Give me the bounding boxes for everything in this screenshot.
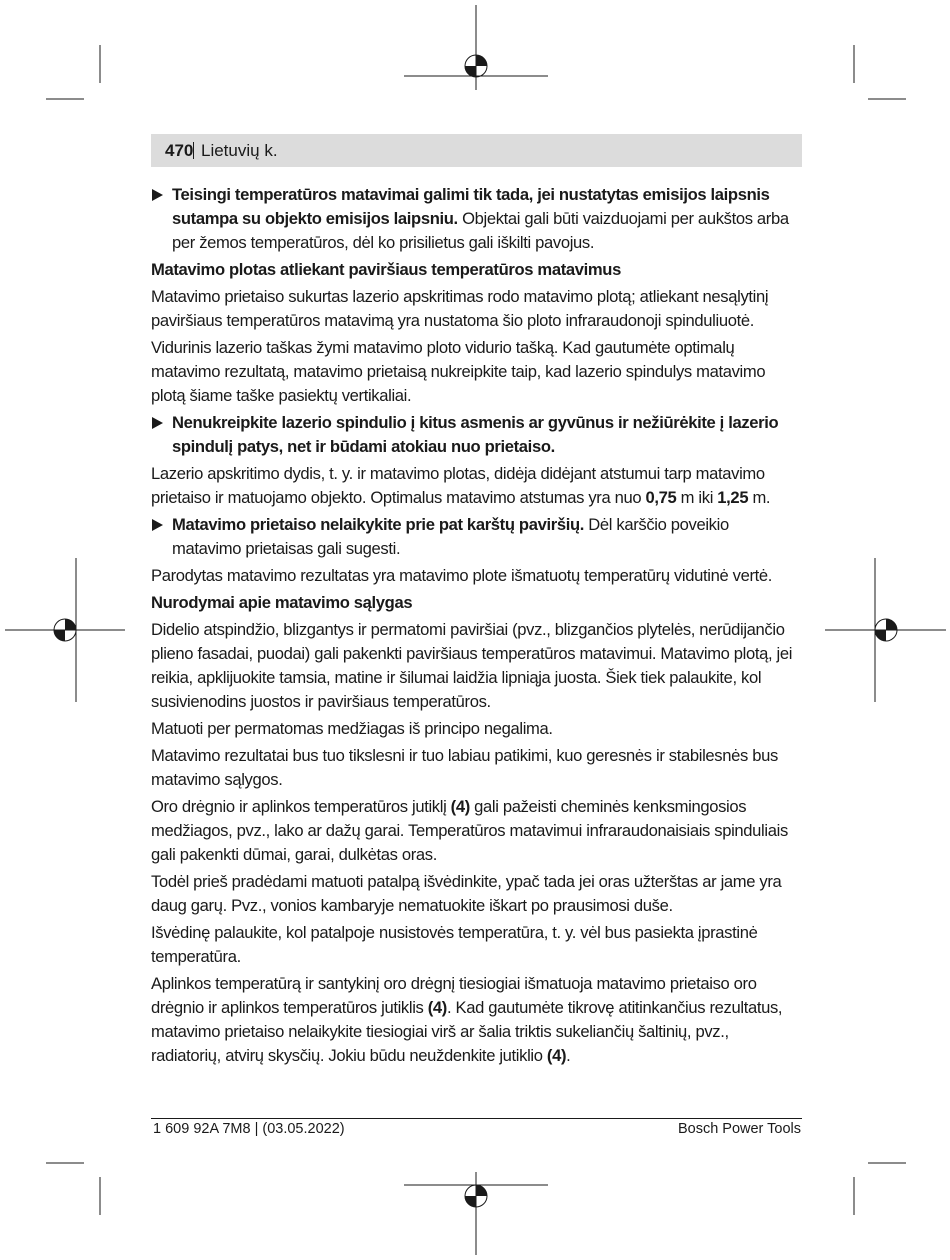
section-language: Lietuvių k. xyxy=(201,141,278,160)
warning-hot-surfaces: Matavimo prietaiso nelaikykite prie pat karštų paviršių. Dėl karščio poveikio matavimo prietaisas gali sugesti. xyxy=(151,513,802,561)
bullet-triangle-icon xyxy=(152,417,163,429)
footer-rule xyxy=(151,1118,802,1119)
page-number: 470 xyxy=(165,141,194,160)
header-separator xyxy=(193,142,194,159)
page-header xyxy=(151,134,802,167)
paragraph: Parodytas matavimo rezultatas yra matavimo plote išmatuotų temperatūrų vidutinė vertė. xyxy=(151,566,773,585)
paragraph-distance: Lazerio apskritimo dydis, t. y. ir matavimo plotas, didėja didėjant atstumui tarp matavimo prietaiso ir matuojamo objekto. Optimalus matavimo atstumas yra nuo 0,75 m iki 1,25 m. xyxy=(151,464,771,507)
section-heading-conditions: Nurodymai apie matavimo sąlygas xyxy=(151,593,413,612)
paragraph: Todėl prieš pradėdami matuoti patalpą išvėdinkite, ypač tada jei oras užterštas ar jame yra daug garų. Pvz., vonios kambaryje nematuokite iškart po prausimosi duše. xyxy=(151,872,782,915)
page-body xyxy=(151,183,802,1071)
paragraph: Išvėdinę palaukite, kol patalpoje nusistovės temperatūra, t. y. vėl bus pasiekta įprastinė temperatūra. xyxy=(151,923,758,966)
paragraph: Didelio atspindžio, blizgantys ir permatomi paviršiai (pvz., blizgančios plytelės, nerūdijančio plieno fasadai, puodai) gali pakenkti paviršiaus temperatūros matavimui. Matavimo plotą, jei reikia, apklijuokite tamsia, matine ir šilumai laidžia lipniąja juosta. Šiek tiek palaukite, kol susivienodins juostos ir paviršiaus temperatūros. xyxy=(151,620,793,711)
paragraph: Vidurinis lazerio taškas žymi matavimo ploto vidurio tašką. Kad gautumėte optimalų matavimo rezultatą, matavimo prietaisą nukreipkite taip, kad lazerio spindulys matavimo plotą šiame taške pasiektų vertikaliai. xyxy=(151,338,766,405)
paragraph-sensor-2: Aplinkos temperatūrą ir santykinį oro drėgnį tiesiogiai išmatuoja matavimo prietaiso oro drėgnio ir aplinkos temperatūros jutiklis (4). Kad gautumėte tikrovę atitinkančius rezultatus, matavimo prietaiso nelaikykite tiesiogiai virš ar šalia triktis sukeliančių šaltinių, pvz., radiatorių, atvirų skysčių. Jokiu būdu neuždenkite jutiklio (4). xyxy=(151,974,783,1065)
footer-doc-id: 1 609 92A 7M8 | (03.05.2022) xyxy=(153,1121,345,1137)
bullet-triangle-icon xyxy=(152,519,163,531)
paragraph: Matavimo rezultatai bus tuo tikslesni ir tuo labiau patikimi, kuo geresnės ir stabilesnės bus matavimo sąlygos. xyxy=(151,746,778,789)
bullet-triangle-icon xyxy=(152,189,163,201)
warning-laser: Nenukreipkite lazerio spindulio į kitus asmenis ar gyvūnus ir nežiūrėkite į lazerio spindulį patys, net ir būdami atokiau nuo prietaiso. xyxy=(151,411,802,459)
footer-brand: Bosch Power Tools xyxy=(677,1121,801,1137)
paragraph: Matuoti per permatomas medžiagas iš principo negalima. xyxy=(151,719,553,738)
paragraph: Matavimo prietaiso sukurtas lazerio apskritimas rodo matavimo plotą; atliekant nesąlytinį paviršiaus temperatūros matavimą yra nustatoma šio ploto infraraudonoji spinduliuotė. xyxy=(151,287,769,330)
warning-emissivity: Teisingi temperatūros matavimai galimi tik tada, jei nustatytas emisijos laipsnis sutampa su objekto emisijos laipsniu. Objektai gali būti vaizduojami per aukštos arba per žemos temperatūros, dėl ko prisilietus gali iškilti pavojus. xyxy=(151,183,802,255)
section-heading-measurement-area: Matavimo plotas atliekant paviršiaus temperatūros matavimus xyxy=(151,260,621,279)
paragraph-sensor: Oro drėgnio ir aplinkos temperatūros jutiklį (4) gali pažeisti cheminės kenksmingosios medžiagos, pvz., lako ar dažų garai. Temperatūros matavimui infraraudonaisiais spinduliais gali pakenkti dūmai, garai, dulkėtas oras. xyxy=(151,797,788,864)
